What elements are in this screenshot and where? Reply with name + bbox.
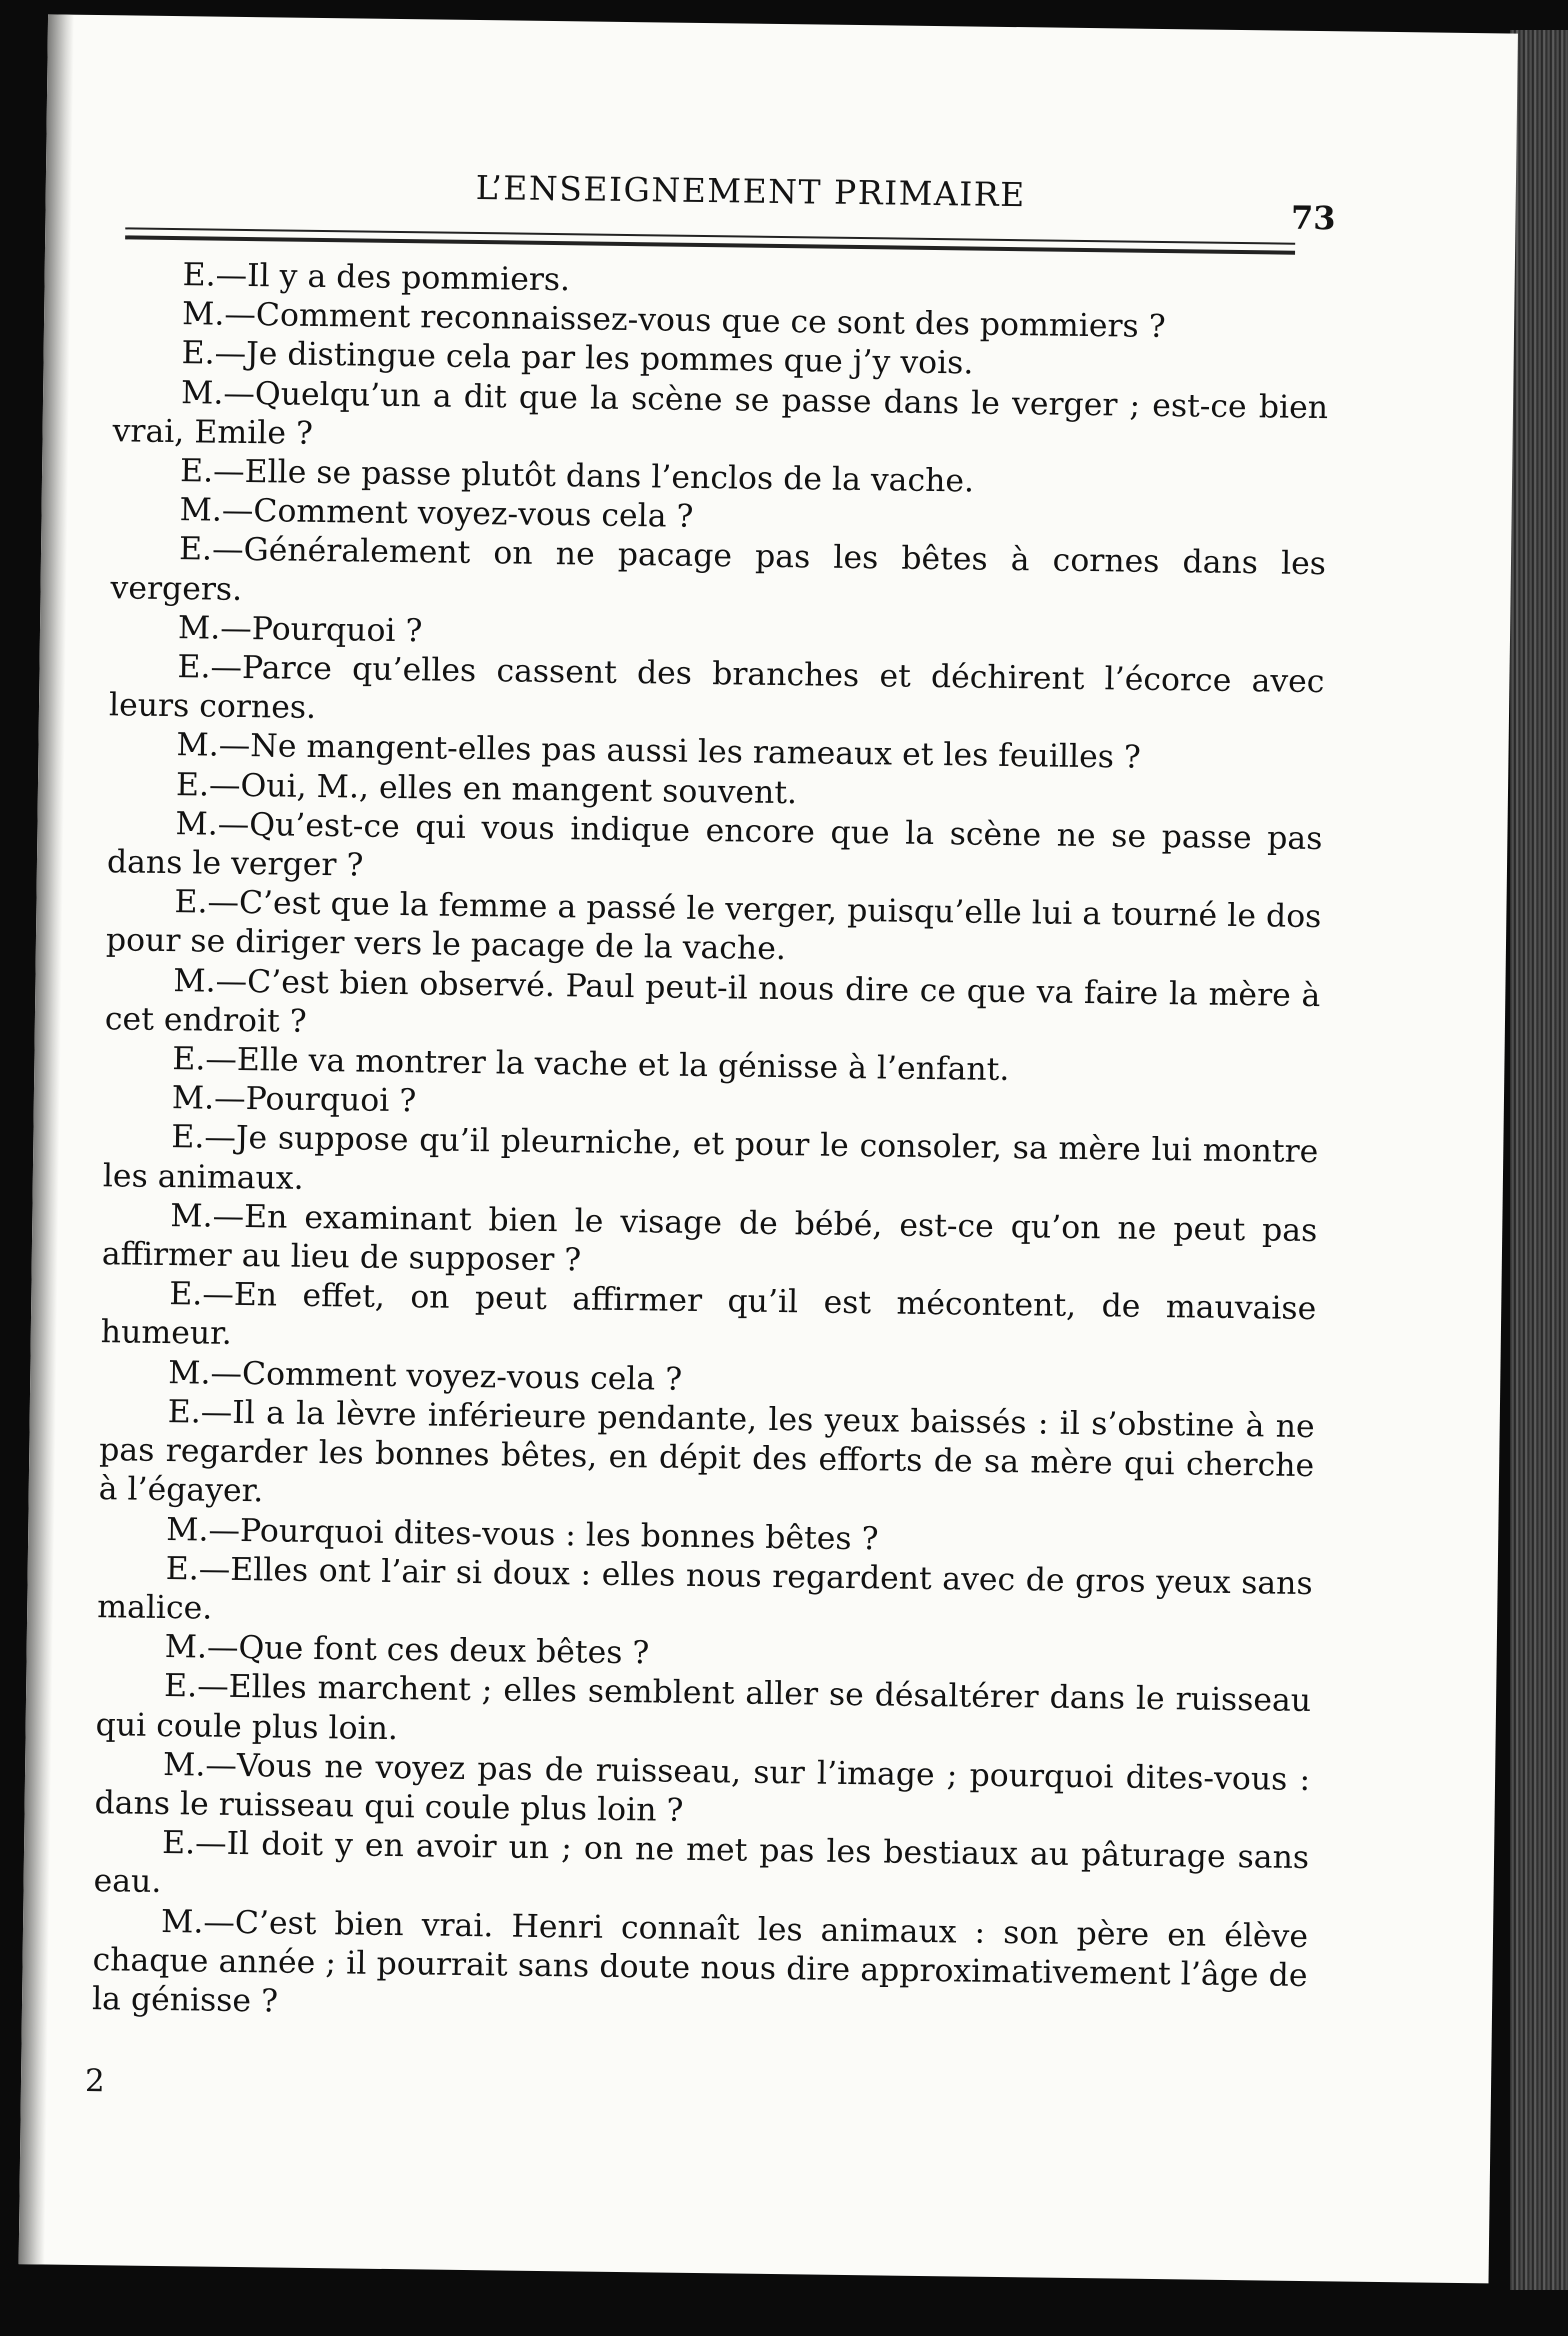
dialogue-line: E.—Elle se passe plutôt dans l’enclos de la vache. [179,453,975,500]
dialogue-line: M.—Qu’est-ce qui vous indique encore que la scène ne se passe pas dans le verger ? [106,805,1323,884]
dialogue-line: E.—Je suppose qu’il pleurniche, et pour le consoler, sa mère lui montre les animaux. [102,1119,1319,1197]
dialogue-line: E.—Parce qu’elles cassent des branches et déchirent l’écorce avec leurs cornes. [108,649,1325,727]
page-header [165,134,1346,239]
dialogue-line: E.—Elles marchent ; elles semblent aller se désaltérer dans le ruisseau qui coule plus loin. [95,1668,1312,1747]
book-page [19,14,1518,2283]
dialogue-line: M.—Ne mangent-elles pas aussi les rameaux et les feuilles ? [176,727,1142,777]
dialogue-line: M.—C’est bien vrai. Henri connaît les animaux : son père en élève chaque année ; il pourrait sans doute nous dire approximativement l’âge de la génisse ? [91,1903,1309,2020]
dialogue-line: M.—C’est bien observé. Paul peut-il nous dire ce que va faire la mère à cet endroit ? [104,962,1321,1040]
dialogue-line: E.—Il y a des pommiers. [182,257,571,299]
dialogue-line: M.—Comment voyez-vous cela ? [179,492,694,536]
dialogue-line: E.—Je distingue cela par les pommes que j’y vois. [181,335,974,382]
dialogue-text [92,255,1330,2035]
dialogue-line: M.—Que font ces deux bêtes ? [164,1629,650,1672]
dialogue-line: E.—C’est que la femme a passé le verger, puisqu’elle lui a tourné le dos pour se diriger vers le pacage de la vache. [105,884,1322,968]
dialogue-line: E.—Oui, M., elles en mangent souvent. [175,766,798,811]
dialogue-line: E.—Il a la lèvre inférieure pendante, les yeux baissés : il s’obstine à ne pas regarder les bonnes bêtes, en dépit des efforts de sa mère qui cherche à l’égayer. [98,1393,1315,1510]
dialogue-line: E.—En effet, on peut affirmer qu’il est mécontent, de mauvaise humeur. [100,1276,1317,1353]
header-rule-thick [125,235,1295,254]
book-edge [1510,30,1568,2290]
dialogue-line: M.—Vous ne voyez pas de ruisseau, sur l’image ; pourquoi dites-vous : dans le ruisseau qui coule plus loin ? [94,1746,1311,1829]
dialogue-line: M.—Comment reconnaissez-vous que ce sont des pommiers ? [181,296,1166,346]
dialogue-line: E.—Il doit y en avoir un ; on ne met pas les bestiaux au pâturage sans eau. [93,1825,1310,1901]
dialogue-line: M.—En examinant bien le visage de bébé, est-ce qu’on ne peut pas affirmer au lieu de supposer ? [101,1197,1318,1279]
dialogue-line: E.—Elle va montrer la vache et la génisse à l’enfant. [172,1041,1010,1089]
signature-mark: 2 [84,2063,105,2100]
page-number: 73 [1290,198,1336,238]
dialogue-line: E.—Elles ont l’air si doux : elles nous regardent avec de gros yeux sans malice. [96,1550,1313,1627]
running-title: L’ENSEIGNEMENT PRIMAIRE [475,167,1026,215]
dialogue-line: M.—Pourquoi ? [171,1080,417,1120]
dialogue-line: M.—Comment voyez-vous cela ? [168,1354,683,1398]
dialogue-line: M.—Pourquoi ? [177,609,423,650]
dialogue-line: E.—Généralement on ne pacage pas les bêtes à cornes dans les vergers. [110,531,1327,608]
dialogue-line: M.—Quelqu’un a dit que la scène se passe dans le verger ; est-ce bien vrai, Emile ? [112,374,1329,452]
dialogue-line: M.—Pourquoi dites-vous : les bonnes bêtes ? [166,1511,879,1557]
